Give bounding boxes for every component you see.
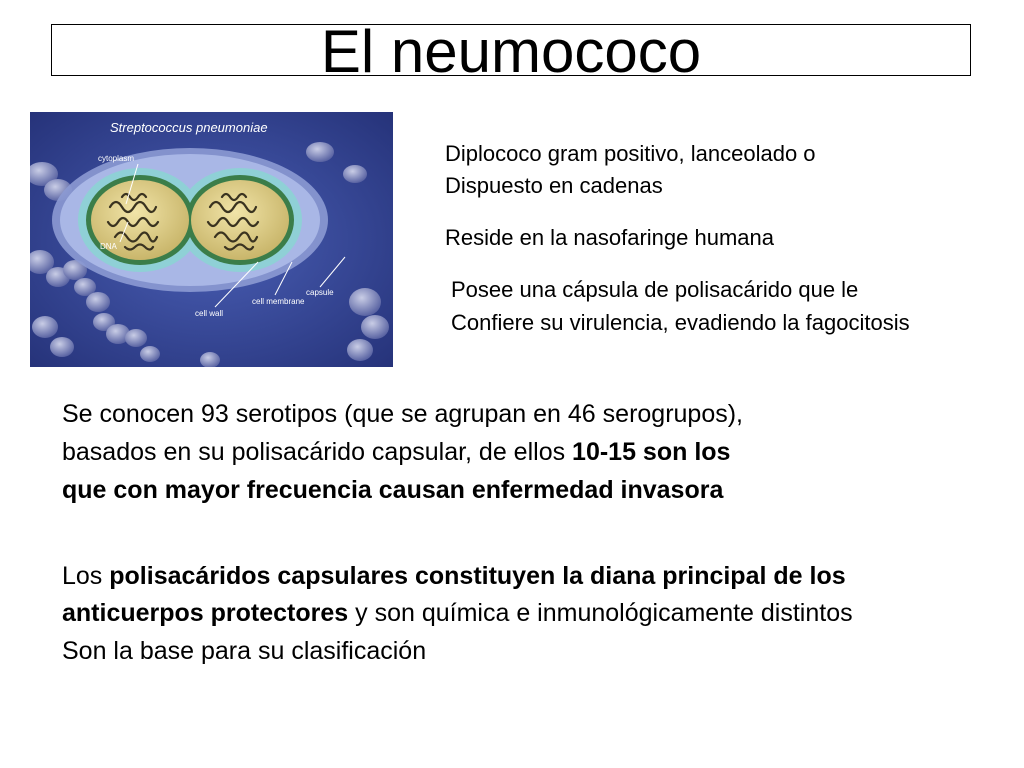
paragraph-1-line-2-bold: 10-15 son los [572, 438, 731, 466]
bullet-3-line-2: Confiere su virulencia, evadiendo la fagocitosis [451, 310, 910, 335]
paragraph-1-line-3: que con mayor frecuencia causan enfermedad invasora [62, 476, 724, 504]
label-cytoplasm: cytoplasm [98, 154, 135, 163]
paragraph-2-line-2-bold: anticuerpos protectores [62, 599, 349, 627]
paragraph-2-line-1 [62, 557, 846, 595]
title-box [51, 24, 971, 76]
paragraph-1-line-2-text: basados en su polisacárido capsular, de ellos [62, 438, 573, 466]
paragraph-2-line-3: Son la base para su clasificación [62, 637, 427, 665]
bullet-2: Reside en la nasofaringe humana [445, 225, 775, 250]
bullet-3-line-1: Posee una cápsula de polisacárido que le [451, 277, 859, 302]
paragraph-1-line-2 [62, 433, 730, 471]
label-dna: DNA [100, 242, 117, 251]
bacteria-illustration [30, 112, 393, 367]
label-cell-membrane: cell membrane [252, 297, 305, 306]
paragraph-1-line-1: Se conocen 93 serotipos (que se agrupan en 46 serogrupos), [62, 400, 744, 428]
slide-title: El neumococo [320, 24, 702, 76]
label-capsule: capsule [306, 288, 334, 297]
bullet-1-line-1: Diplococo gram positivo, lanceolado o [445, 141, 816, 166]
label-cell-wall: cell wall [195, 309, 224, 318]
figure-title: Streptococcus pneumoniae [110, 120, 268, 135]
paragraph-2-line-2 [62, 594, 853, 632]
paragraph-2-line-1-bold: polisacáridos capsulares constituyen la diana principal de los [109, 562, 846, 590]
paragraph-2-line-2-text: y son química e inmunológicamente distintos [348, 599, 853, 627]
bullet-1-line-2: Dispuesto en cadenas [445, 173, 663, 198]
paragraph-2-line-1-text: Los [62, 562, 110, 590]
